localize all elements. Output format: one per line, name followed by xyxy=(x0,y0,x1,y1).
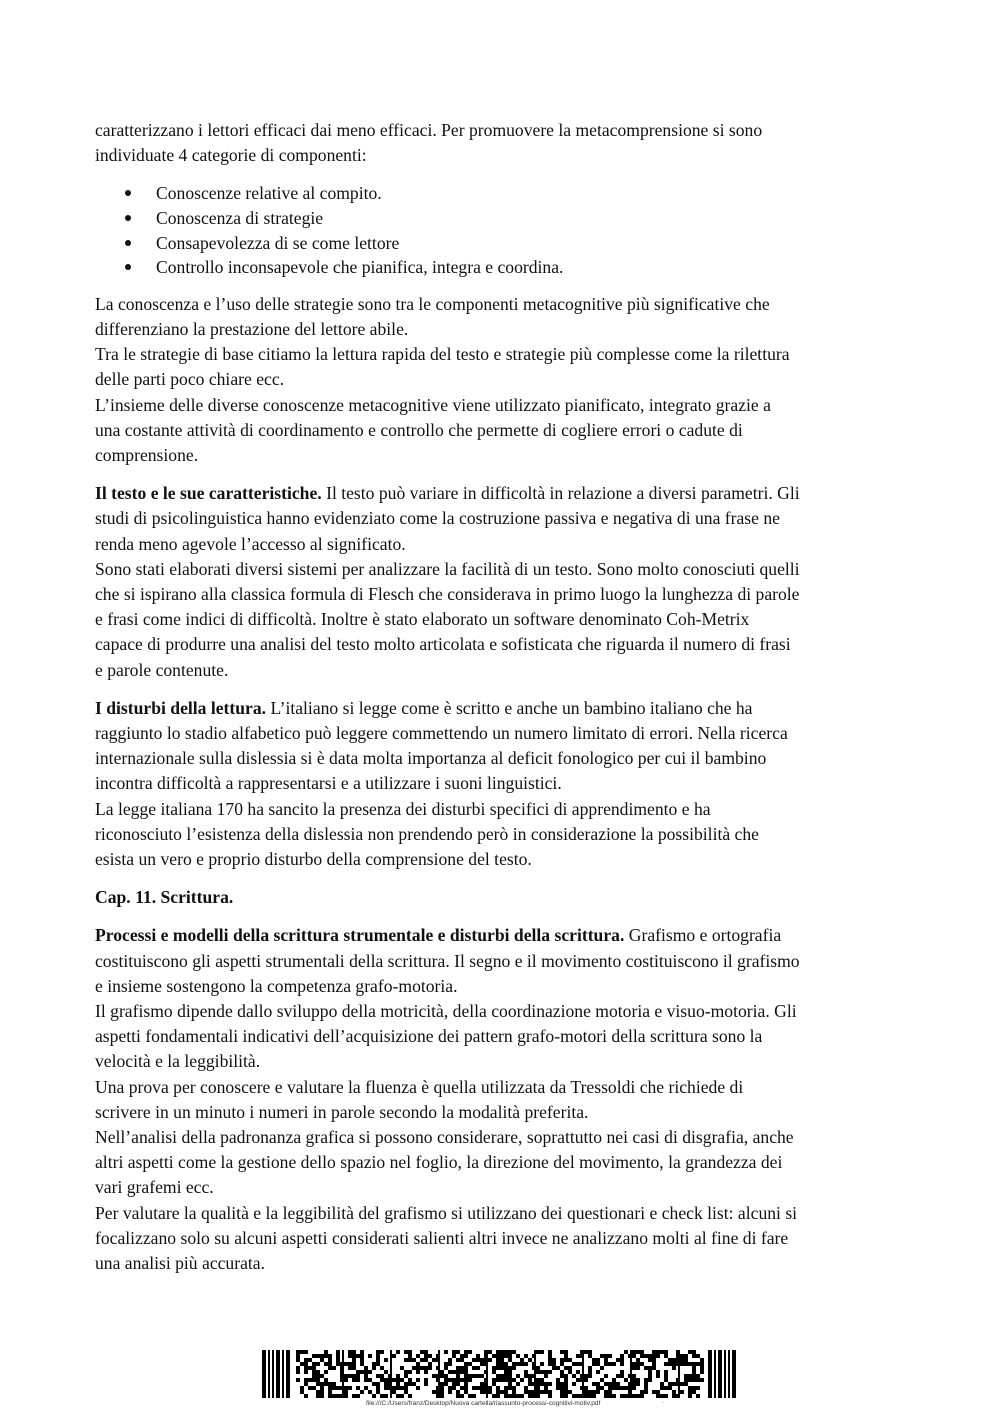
text-characteristics-heading: Il testo e le sue caratteristiche. xyxy=(95,483,322,504)
intro-paragraph: caratterizzano i lettori efficaci dai meno efficaci. Per promuovere la metacomprensione si sono individuate 4 categorie di componenti: xyxy=(95,120,763,166)
chapter-heading: Cap. 11. Scrittura. xyxy=(95,887,234,908)
text-characteristics-body: Il testo può variare in difficoltà in relazione a diversi parametri. Gli studi di psicolinguistica hanno evidenziato come la costruzione passiva e negativa di una frase ne renda meno agevole l’accesso al significato. Sono stati elaborati diversi sistemi per analizzare la facilità di un testo. Sono molto conosciuti quelli che si ispirano alla classica formula di Flesch che considerava in primo luogo la lunghezza di parole e frasi come indici di difficoltà. Inoltre è stato elaborato un software denominato Coh-Metrix capace di produrre una analisi del testo molto articolata e sofisticata che riguarda il numero di frasi e parole contenute. xyxy=(95,483,800,680)
file-path: file:///C:/Users/franz/Desktop/Nuova cartella/riassunto-processi-cognitivi-motiv.pdf xyxy=(366,1400,601,1407)
reading-disorders-body: L’italiano si legge come è scritto e anche un bambino italiano che ha raggiunto lo stadio alfabetico può leggere commettendo un numero limitato di errori. Nella ricerca internazionale sulla dislessia si è data molta importanza al deficit fonologico per cui il bambino incontra difficoltà a rappresentarsi e a utilizzare i suoni linguistici. La legge italiana 170 ha sancito la presenza dei disturbi specifici di apprendimento e ha riconosciuto l’esistenza della dislessia non prendendo però in considerazione la possibilità che esista un vero e proprio disturbo della comprensione del testo. xyxy=(95,697,788,870)
reading-disorders-heading: I disturbi della lettura. xyxy=(95,697,267,718)
list-item: Controllo inconsapevole che pianifica, integra e coordina. xyxy=(156,255,910,280)
list-item: Conoscenze relative al compito. xyxy=(156,181,910,206)
barcode xyxy=(262,1350,740,1398)
metacognition-paragraph: La conoscenza e l’uso delle strategie sono tra le componenti metacognitive più significative che differenziano la prestazione del lettore abile. Tra le strategie di base citiamo la lettura rapida del testo e strategie più complesse come la rilettura delle parti poco chiare ecc. L’insieme delle diverse conoscenze metacognitive viene utilizzato pianificato, integrato grazie a una costante attività di coordinamento e controllo che permette di cogliere errori o cadute di comprensione. xyxy=(95,293,790,465)
writing-body: Grafismo e ortografia costituiscono gli aspetti strumentali della scrittura. Il segno e il movimento costituiscono il grafismo e insieme sostengono la competenza grafo-motoria. Il grafismo dipende dallo sviluppo della motricità, della coordinazione motoria e visuo-motoria. Gli aspetti fondamentali indicativi dell’acquisizione dei pattern grafo-motori della scrittura sono la velocità e la leggibilità. Una prova per conoscere e valutare la fluenza è quella utilizzata da Tressoldi che richiede di scrivere in un minuto i numeri in parole secondo la modalità preferita. Nell’analisi della padronanza grafica si possono considerare, soprattutto nei casi di disgrafia, anche altri aspetti come la gestione dello spazio nel foglio, la direzione del movimento, la grandezza dei vari grafemi ecc. Per valutare la qualità e la leggibilità del grafismo si utilizzano dei questionari e check list: alcuni si focalizzano solo su alcuni aspetti considerati salienti altri invece ne analizzano molti al fine di fare una analisi più accurata. xyxy=(95,925,800,1274)
writing-paragraph xyxy=(95,923,910,1276)
text-characteristics-paragraph xyxy=(95,481,910,683)
reading-disorders-paragraph xyxy=(95,696,910,872)
document-body xyxy=(95,118,910,1289)
page-mark: · xyxy=(662,1399,665,1406)
list-item: Conoscenza di strategie xyxy=(156,206,910,231)
components-list xyxy=(95,181,910,279)
page-footer xyxy=(0,1346,1000,1414)
list-item: Consapevolezza di se come lettore xyxy=(156,231,910,256)
writing-heading: Processi e modelli della scrittura strumentale e disturbi della scrittura. xyxy=(95,925,625,946)
